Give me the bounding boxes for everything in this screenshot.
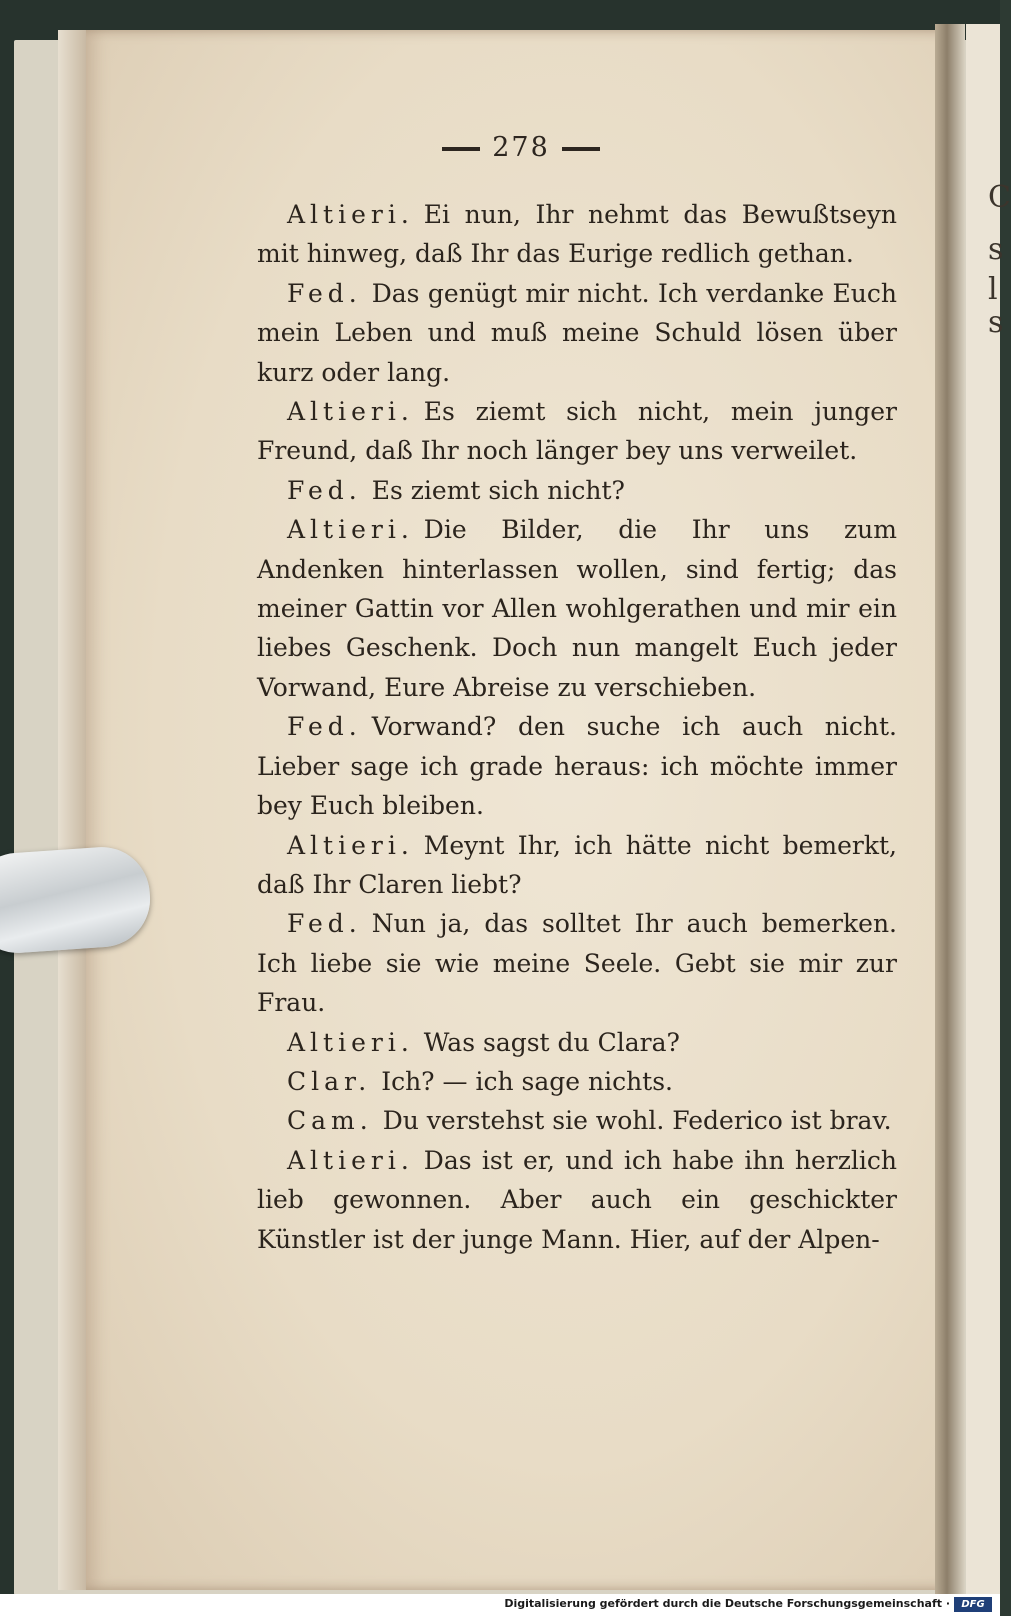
speaker-name: Altieri.	[287, 515, 414, 545]
header-dash-left	[442, 147, 480, 151]
dialogue-paragraph	[257, 904, 897, 1022]
dfg-logo: DFG	[954, 1597, 992, 1612]
speaker-name: Altieri.	[287, 1145, 414, 1175]
speaker-name: Altieri.	[287, 397, 414, 427]
speaker-name: Altieri.	[287, 830, 414, 860]
next-page-glyph: l	[988, 272, 998, 307]
next-page-glyph: s	[988, 305, 1004, 340]
dialogue-text: Die Bilder, die Ihr uns zum Andenken hinterlassen wollen, sind fertig; das meiner Gattin vor Allen wohlgerathen und mir ein liebes Geschenk. Doch nun mangelt Euch jeder Vorwand, Eure Abreise zu verschieben.	[257, 515, 897, 702]
dialogue-paragraph	[257, 1062, 897, 1101]
dialogue-text: Was sagst du Clara?	[423, 1027, 680, 1057]
speaker-name: Fed.	[287, 712, 362, 742]
dialogue-text: Meynt Ihr, ich hätte nicht bemerkt, daß Ihr Claren liebt?	[257, 830, 897, 899]
dialogue-text: Es ziemt sich nicht?	[371, 475, 625, 505]
dialogue-paragraph	[257, 1141, 897, 1259]
dialogue-text: Du verstehst sie wohl. Federico ist brav.	[382, 1106, 892, 1136]
dialogue-paragraph	[257, 826, 897, 905]
dialogue-text: Das ist er, und ich habe ihn herzlich lieb gewonnen. Aber auch ein geschickter Künstler ist der junge Mann. Hier, auf der Alpen-	[257, 1145, 897, 1254]
page-body	[257, 195, 897, 1259]
dialogue-paragraph	[257, 1101, 897, 1140]
page-header	[86, 132, 956, 163]
dialogue-text: Ei nun, Ihr nehmt das Bewußtseyn mit hinweg, daß Ihr das Eurige redlich gethan.	[257, 200, 897, 269]
dialogue-paragraph	[257, 471, 897, 510]
dialogue-text: Es ziemt sich nicht, mein junger Freund, daß Ihr noch länger bey uns verweilet.	[257, 397, 897, 466]
page-number: 278	[492, 132, 550, 163]
header-dash-right	[562, 147, 600, 151]
dialogue-text: Vorwand? den suche ich auch nicht. Lieber sage ich grade heraus: ich möchte immer bey Euch bleiben.	[257, 712, 897, 821]
funding-credit: Digitalisierung gefördert durch die Deutsche Forschungsgemeinschaft ·	[504, 1597, 950, 1610]
dialogue-paragraph	[257, 510, 897, 707]
dialogue-paragraph	[257, 274, 897, 392]
speaker-name: Cam.	[287, 1106, 373, 1136]
next-page-glyph: C	[988, 180, 1011, 215]
dialogue-paragraph	[257, 195, 897, 274]
dialogue-text: Nun ja, das solltet Ihr auch bemerken. Ich liebe sie wie meine Seele. Gebt sie mir zur Frau.	[257, 909, 897, 1018]
next-page-glyph: s	[988, 232, 1004, 267]
dialogue-text: Das genügt mir nicht. Ich verdanke Euch mein Leben und muß meine Schuld lösen über kurz oder lang.	[257, 278, 897, 387]
dialogue-paragraph	[257, 392, 897, 471]
binding-gutter	[935, 24, 965, 1594]
speaker-name: Altieri.	[287, 200, 414, 229]
speaker-name: Altieri.	[287, 1027, 414, 1057]
speaker-name: Fed.	[287, 909, 362, 939]
speaker-name: Clar.	[287, 1066, 372, 1096]
speaker-name: Fed.	[287, 475, 362, 505]
dialogue-paragraph	[257, 707, 897, 825]
speaker-name: Fed.	[287, 278, 362, 308]
dialogue-paragraph	[257, 1023, 897, 1062]
dialogue-text: Ich? — ich sage nichts.	[381, 1066, 674, 1096]
